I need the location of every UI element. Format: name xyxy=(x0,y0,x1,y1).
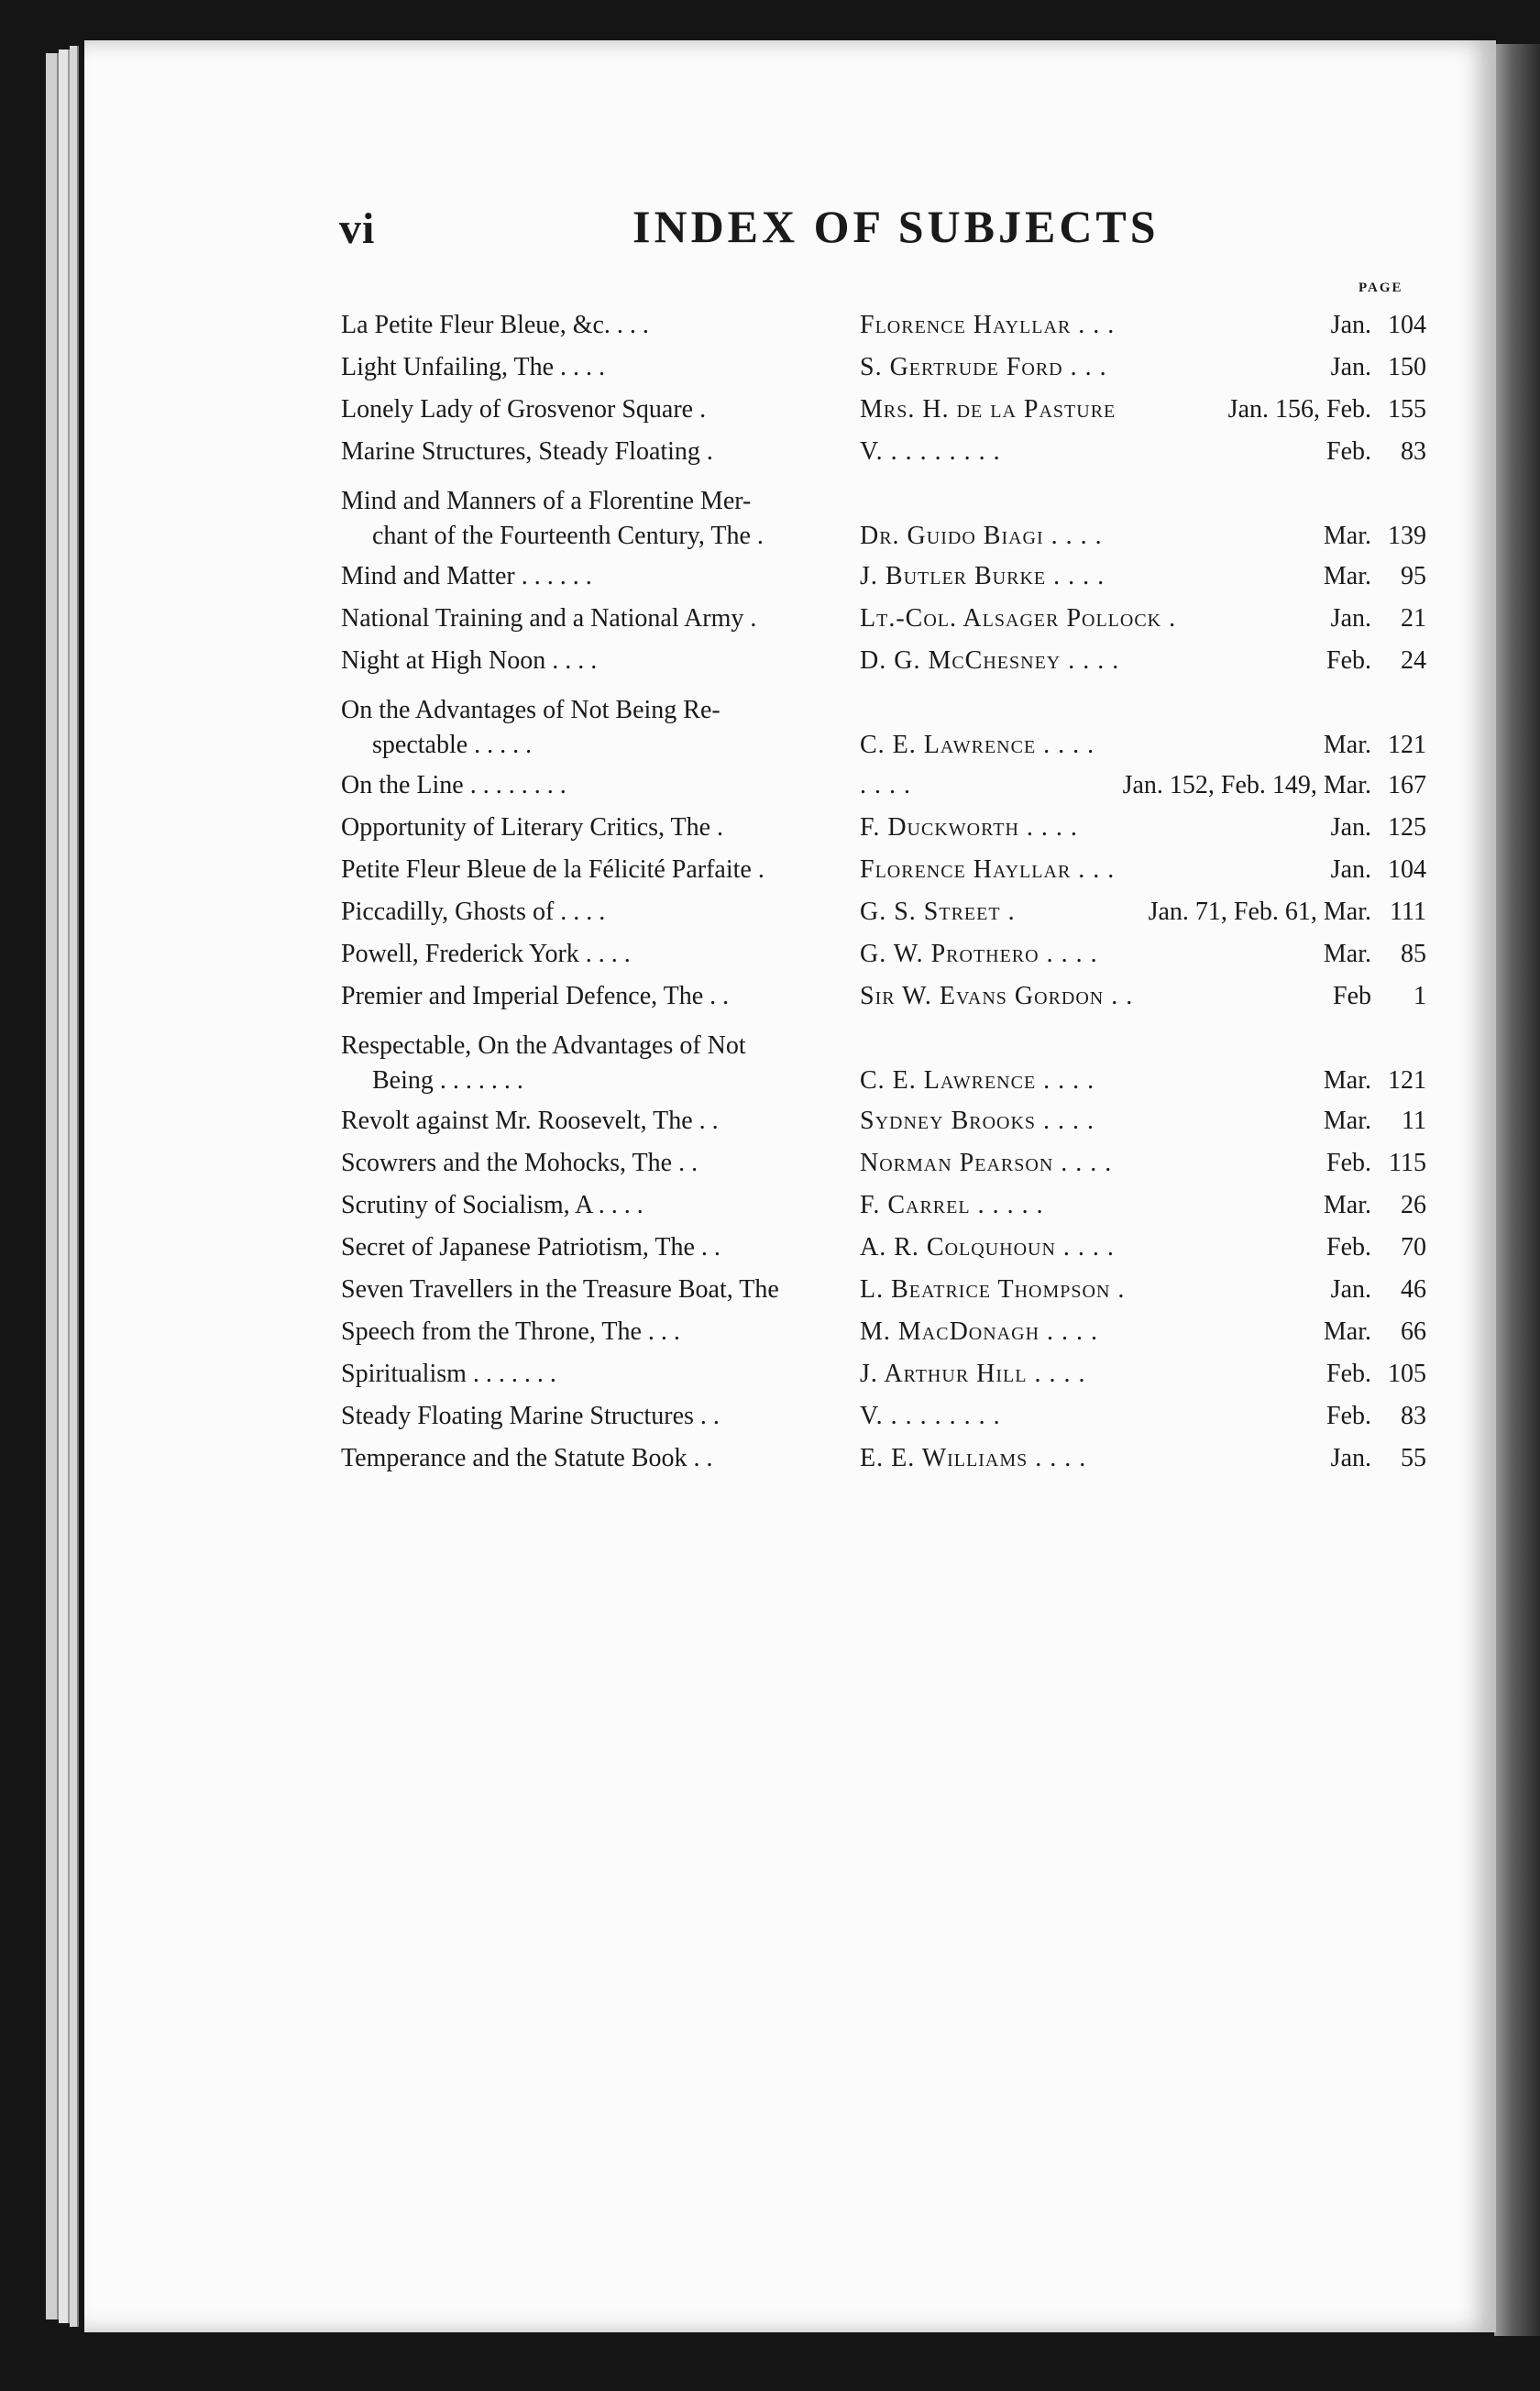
entry-subject xyxy=(341,559,843,594)
entry-issue: Jan. xyxy=(1330,855,1371,884)
entry-author: . . . . xyxy=(860,771,911,799)
entry-subject xyxy=(341,853,843,887)
entry-subject-line: Scrutiny of Socialism, A . . . . xyxy=(341,1191,644,1219)
entry-subject-line: Temperance and the Statute Book . . xyxy=(341,1444,713,1472)
entry-subject-line: Night at High Noon . . . . xyxy=(341,646,598,675)
entry-issue: Jan. xyxy=(1330,1275,1371,1304)
entry-reference xyxy=(1265,559,1426,594)
entry-subject-line: National Training and a National Army . xyxy=(341,604,757,633)
entry-issue: Jan. xyxy=(1330,1444,1371,1472)
entry-author: V. . . . . . . . . xyxy=(860,437,1001,466)
entry-subject xyxy=(341,693,843,763)
entry-reference xyxy=(1265,937,1426,972)
entry-reference xyxy=(1265,1188,1426,1223)
entry-subject-line: Being . . . . . . . xyxy=(372,1066,523,1095)
entry-page-number: 150 xyxy=(1388,353,1426,381)
entry-subject xyxy=(341,810,843,845)
entry-issue: Mar. xyxy=(1323,940,1371,968)
entry-subject-line: Powell, Frederick York . . . . xyxy=(341,940,631,968)
page-folio: vi xyxy=(339,204,376,253)
entry-reference xyxy=(1265,1441,1426,1476)
entry-author: F. Carrel . . . . . xyxy=(860,1191,1044,1219)
entry-subject-line: La Petite Fleur Bleue, &c. . . . xyxy=(341,311,649,339)
entry-reference xyxy=(1265,1399,1426,1434)
entry-issue: Jan. 152, Feb. 149, Mar. xyxy=(1122,771,1371,799)
entry-issue: Feb. xyxy=(1326,1402,1371,1430)
entry-author: F. Duckworth . . . . xyxy=(860,813,1078,842)
entry-page-number: 83 xyxy=(1401,1402,1426,1430)
entry-issue: Feb. xyxy=(1326,646,1371,675)
entry-subject xyxy=(341,601,843,636)
entry-reference xyxy=(1265,1230,1426,1265)
entry-page-number: 139 xyxy=(1388,522,1426,550)
entry-subject-line: Light Unfailing, The . . . . xyxy=(341,353,605,381)
entry-reference xyxy=(1265,1315,1426,1350)
entry-issue: Feb. xyxy=(1326,437,1371,466)
entry-issue: Jan. xyxy=(1330,353,1371,381)
entry-issue: Jan. 156, Feb. xyxy=(1227,395,1371,424)
entry-author: V. . . . . . . . . xyxy=(860,1402,1001,1430)
entry-subject xyxy=(341,1104,843,1139)
entry-reference xyxy=(1265,435,1426,469)
entry-page-number: 21 xyxy=(1401,604,1426,633)
entry-page-number: 55 xyxy=(1401,1444,1426,1472)
entry-subject-line: On the Line . . . . . . . . xyxy=(341,771,566,799)
entry-reference xyxy=(1265,1063,1426,1098)
entry-page-number: 70 xyxy=(1401,1233,1426,1262)
entry-page-number: 46 xyxy=(1401,1275,1426,1304)
entry-reference xyxy=(953,768,1426,803)
page-column-heading: PAGE xyxy=(1358,281,1403,295)
entry-subject-line: Marine Structures, Steady Floating . xyxy=(341,437,713,466)
entry-subject xyxy=(341,1441,843,1476)
entry-subject xyxy=(341,1273,843,1307)
entry-page-number: 104 xyxy=(1388,855,1426,884)
entry-reference xyxy=(1265,519,1426,554)
entry-reference xyxy=(1265,810,1426,845)
entry-author: D. G. McChesney . . . . xyxy=(860,646,1120,675)
entry-reference xyxy=(1265,1104,1426,1139)
entry-page-number: 11 xyxy=(1402,1107,1426,1135)
entry-issue: Mar. xyxy=(1323,731,1371,759)
entry-subject-line: Petite Fleur Bleue de la Félicité Parfaite . xyxy=(341,855,764,884)
entry-subject xyxy=(341,1357,843,1392)
entry-issue: Mar. xyxy=(1323,522,1371,550)
entry-issue: Mar. xyxy=(1323,1191,1371,1219)
entry-subject xyxy=(341,895,843,930)
entry-subject-line: Revolt against Mr. Roosevelt, The . . xyxy=(341,1107,719,1135)
entry-subject xyxy=(341,1315,843,1350)
entry-subject xyxy=(341,484,843,554)
entry-author: Dr. Guido Biagi . . . . xyxy=(860,522,1103,550)
entry-reference xyxy=(953,895,1426,930)
entry-author: L. Beatrice Thompson . xyxy=(860,1275,1126,1304)
entry-subject-line: Mind and Manners of a Florentine Mer- xyxy=(341,487,752,515)
entry-issue: Jan. xyxy=(1330,813,1371,842)
entry-author: G. S. Street . xyxy=(860,898,1016,926)
entry-author: J. Arthur Hill . . . . xyxy=(860,1360,1086,1388)
entry-author: E. E. Williams . . . . xyxy=(860,1444,1087,1472)
entry-subject-line: Premier and Imperial Defence, The . . xyxy=(341,982,730,1010)
entry-subject-line: Spiritualism . . . . . . . xyxy=(341,1360,556,1388)
entry-subject xyxy=(341,1029,843,1098)
entry-subject xyxy=(341,1230,843,1265)
entry-author: C. E. Lawrence . . . . xyxy=(860,1066,1095,1095)
entry-issue: Feb. xyxy=(1326,1149,1371,1177)
entry-reference xyxy=(1265,1273,1426,1307)
entry-subject xyxy=(341,392,843,427)
entry-subject-line: Steady Floating Marine Structures . . xyxy=(341,1402,720,1430)
entry-author: A. R. Colquhoun . . . . xyxy=(860,1233,1115,1262)
entry-page-number: 66 xyxy=(1401,1317,1426,1346)
entry-issue: Mar. xyxy=(1323,1317,1371,1346)
entry-reference xyxy=(953,392,1426,427)
entry-reference xyxy=(1265,350,1426,385)
entry-author: S. Gertrude Ford . . . xyxy=(860,353,1107,381)
entry-reference xyxy=(1265,1357,1426,1392)
entry-reference xyxy=(1265,979,1426,1014)
entry-subject-line: chant of the Fourteenth Century, The . xyxy=(372,522,764,550)
entry-reference xyxy=(1265,853,1426,887)
entry-reference xyxy=(1265,728,1426,763)
entry-author: C. E. Lawrence . . . . xyxy=(860,731,1095,759)
entry-page-number: 26 xyxy=(1401,1191,1426,1219)
entry-subject-line: Lonely Lady of Grosvenor Square . xyxy=(341,395,707,424)
entry-subject-line: Piccadilly, Ghosts of . . . . xyxy=(341,898,606,926)
entry-subject xyxy=(341,979,843,1014)
entry-subject-line: Seven Travellers in the Treasure Boat, The xyxy=(341,1275,779,1304)
entry-issue: Feb. xyxy=(1326,1360,1371,1388)
entry-page-number: 115 xyxy=(1389,1149,1426,1177)
entry-page-number: 1 xyxy=(1414,982,1426,1010)
entry-subject xyxy=(341,350,843,385)
entry-subject-line: Mind and Matter . . . . . . xyxy=(341,562,592,590)
entry-page-number: 24 xyxy=(1401,646,1426,675)
entry-subject xyxy=(341,1399,843,1434)
entry-subject xyxy=(341,1146,843,1181)
entry-subject-line: spectable . . . . . xyxy=(372,731,533,759)
entry-subject-line: Opportunity of Literary Critics, The . xyxy=(341,813,724,842)
entry-author: Mrs. H. de la Pasture xyxy=(860,395,1116,424)
page-title: INDEX OF SUBJECTS xyxy=(632,201,1160,252)
entry-issue: Jan. xyxy=(1330,604,1371,633)
entry-issue: Mar. xyxy=(1323,562,1371,590)
entry-author: Sir W. Evans Gordon . . xyxy=(860,982,1134,1010)
entry-page-number: 95 xyxy=(1401,562,1426,590)
entry-page-number: 125 xyxy=(1388,813,1426,842)
entry-issue: Jan. 71, Feb. 61, Mar. xyxy=(1148,898,1371,926)
entry-page-number: 104 xyxy=(1388,311,1426,339)
entry-author: G. W. Prothero . . . . xyxy=(860,940,1098,968)
entry-subject xyxy=(341,308,843,343)
entry-page-number: 167 xyxy=(1388,771,1426,799)
entry-page-number: 83 xyxy=(1401,437,1426,466)
entry-subject-line: Speech from the Throne, The . . . xyxy=(341,1317,680,1346)
entry-issue: Mar. xyxy=(1323,1107,1371,1135)
entry-reference xyxy=(1265,308,1426,343)
entry-issue: Feb. xyxy=(1326,1233,1371,1262)
entry-reference xyxy=(1265,601,1426,636)
entry-author: J. Butler Burke . . . . xyxy=(860,562,1106,590)
entry-subject-line: On the Advantages of Not Being Re- xyxy=(341,696,720,724)
entry-subject xyxy=(341,768,843,803)
entry-subject xyxy=(341,1188,843,1223)
entry-page-number: 85 xyxy=(1401,940,1426,968)
entry-issue: Feb xyxy=(1333,982,1371,1010)
entry-subject-line: Respectable, On the Advantages of Not xyxy=(341,1031,746,1060)
entry-subject xyxy=(341,644,843,678)
entry-subject-line: Secret of Japanese Patriotism, The . . xyxy=(341,1233,720,1262)
entry-page-number: 105 xyxy=(1388,1360,1426,1388)
entry-subject-line: Scowrers and the Mohocks, The . . xyxy=(341,1149,698,1177)
entry-author: Florence Hayllar . . . xyxy=(860,855,1116,884)
entry-reference xyxy=(1265,644,1426,678)
entry-subject xyxy=(341,435,843,469)
entry-author: Sydney Brooks . . . . xyxy=(860,1107,1095,1135)
entry-author: M. MacDonagh . . . . xyxy=(860,1317,1099,1346)
entry-subject xyxy=(341,937,843,972)
entry-page-number: 121 xyxy=(1388,731,1426,759)
entry-author: Norman Pearson . . . . xyxy=(860,1149,1113,1177)
entry-issue: Mar. xyxy=(1323,1066,1371,1095)
entry-page-number: 155 xyxy=(1388,395,1426,424)
entry-author: Lt.-Col. Alsager Pollock . xyxy=(860,604,1177,633)
entry-issue: Jan. xyxy=(1330,311,1371,339)
entry-author: Florence Hayllar . . . xyxy=(860,311,1116,339)
entry-reference xyxy=(1265,1146,1426,1181)
entry-page-number: 121 xyxy=(1388,1066,1426,1095)
entry-page-number: 111 xyxy=(1390,898,1426,926)
